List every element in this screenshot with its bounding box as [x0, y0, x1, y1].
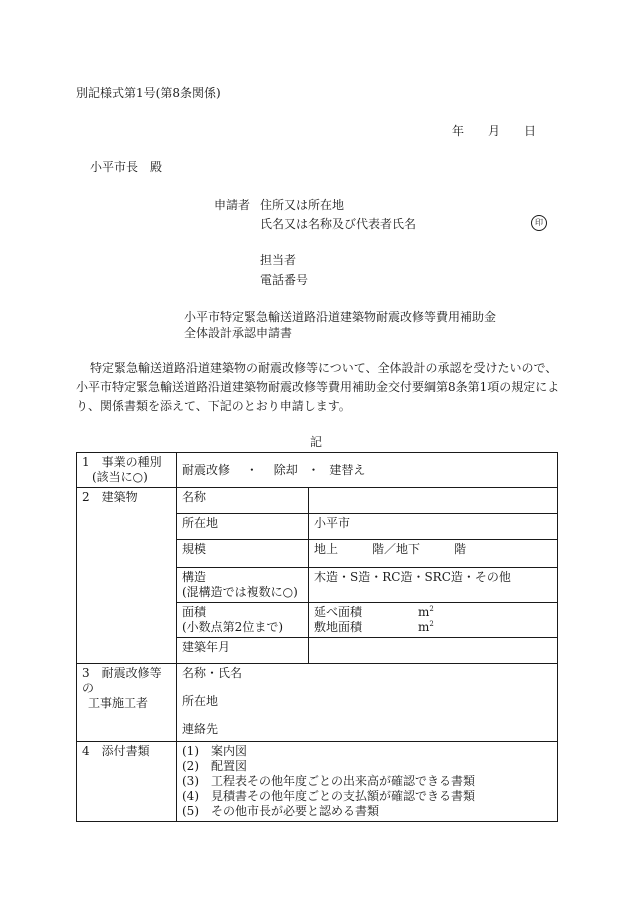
row-label-attachments: 4 添付書類: [77, 742, 177, 822]
applicant-name-label: 氏名又は名称及び代表者氏名: [260, 217, 417, 231]
project-type-options[interactable]: 耐震改修 ・ 除却 ・ 建替え: [177, 453, 558, 488]
list-item: (5) その他市長が必要と認める書類: [182, 804, 379, 818]
contractor-location-label: 所在地: [182, 694, 219, 708]
row-label-contractor: 3 耐震改修等の 工事施工者: [77, 664, 177, 742]
option-rebuild[interactable]: 建替え: [329, 462, 366, 477]
form-number: 別記様式第1号(第8条関係): [76, 86, 221, 100]
body-line-3: り、関係書類を添えて、下記のとおり申請します。: [76, 399, 351, 413]
date-year-label: 年: [452, 124, 465, 138]
table-row: [77, 488, 558, 514]
list-item: (4) 見積書その他年度ごとの支払額が確認できる書類: [182, 789, 476, 803]
list-item: (3) 工程表その他年度ごとの出来高が確認できる書類: [182, 774, 476, 788]
document-title-line1: 小平市特定緊急輸送道路沿道建築物耐震改修等費用補助金: [184, 310, 497, 324]
row-label-project-type: 1 事業の種別 (該当に○): [77, 453, 177, 488]
contractor-name-label: 名称・氏名: [182, 666, 243, 680]
seal-mark: 印: [531, 215, 547, 231]
date-day-label: 日: [524, 124, 537, 138]
building-name-field[interactable]: [309, 488, 558, 514]
table-row: [77, 453, 558, 488]
building-location-label: 所在地: [177, 514, 309, 540]
option-seismic-retrofit[interactable]: 耐震改修: [182, 462, 231, 477]
date-month-label: 月: [488, 124, 501, 138]
document-title-line2: 全体設計承認申請書: [184, 326, 293, 340]
contractor-contact-label: 連絡先: [182, 722, 219, 736]
attachments-list: [177, 742, 558, 822]
building-area-field[interactable]: 延べ面積 $m^2$ 敷地面積 $m^2$: [309, 603, 558, 638]
building-scale-label: 規模: [177, 540, 309, 568]
body-line-1: 特定緊急輸送道路沿道建築物の耐震改修等について、全体設計の承認を受けたいので、: [90, 361, 558, 375]
contact-person-label: 担当者: [260, 253, 297, 267]
list-item: (2) 配置図: [182, 759, 247, 773]
building-structure-options[interactable]: 木造・S造・RC造・SRC造・その他: [309, 568, 558, 603]
table-row: [77, 742, 558, 822]
building-name-label: 名称: [177, 488, 309, 514]
table-row: [77, 664, 558, 742]
ki-heading: 記: [310, 435, 323, 449]
building-built-date-field[interactable]: [309, 638, 558, 664]
row-label-building: 2 建築物: [77, 488, 177, 664]
building-area-label: 面積 (小数点第2位まで): [177, 603, 309, 638]
application-table: [76, 452, 558, 822]
body-line-2: 小平市特定緊急輸送道路沿道建築物耐震改修等費用補助金交付要綱第8条第1項の規定によ: [76, 380, 560, 394]
building-structure-label: 構造 (混構造では複数に○): [177, 568, 309, 603]
date-line: [452, 124, 536, 140]
phone-label: 電話番号: [260, 273, 309, 287]
addressee: 小平市長 殿: [90, 160, 163, 174]
option-demolition[interactable]: 除却: [273, 462, 298, 477]
applicant-label: 申請者: [214, 198, 251, 212]
building-built-date-label: 建築年月: [177, 638, 309, 664]
building-scale-field[interactable]: 地上 階／地下 階: [309, 540, 558, 568]
contractor-field[interactable]: [177, 664, 558, 742]
list-item: (1) 案内図: [182, 744, 247, 758]
building-location-field[interactable]: 小平市: [309, 514, 558, 540]
applicant-address-label: 住所又は所在地: [260, 198, 345, 212]
